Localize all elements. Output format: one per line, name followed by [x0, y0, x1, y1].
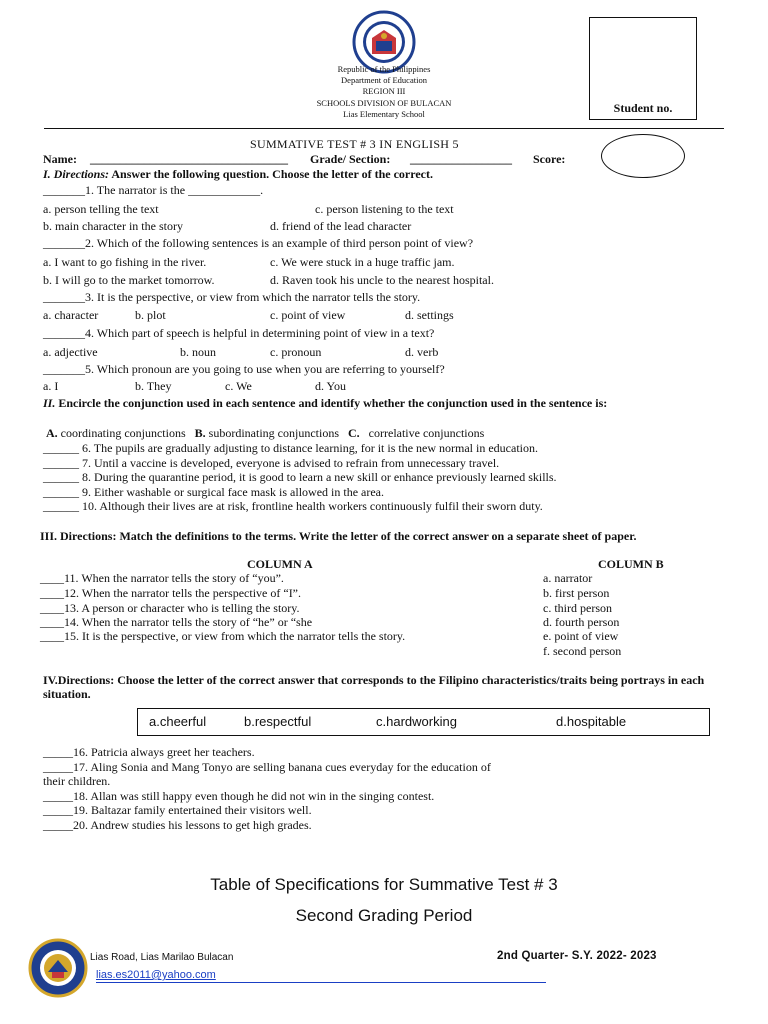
part4-item-continued: their children. — [43, 774, 111, 788]
q5-option-b: b. They — [135, 379, 172, 393]
part1-directions-text: Answer the following question. Choose the letter of the correct. — [111, 167, 433, 181]
column-a-item: ____14. When the narrator tells the story of “he” or “she — [40, 615, 313, 629]
header-line: Lias Elementary School — [343, 109, 425, 119]
q4-stem: _______4. Which part of speech is helpful in determining point of view in a text? — [43, 326, 435, 340]
q3-option-b: b. plot — [135, 308, 166, 322]
part2-directions-text: Encircle the conjunction used in each sentence and identify whether the conjunction used in the sentence is: — [58, 396, 608, 410]
part2-item: ______ 9. Either washable or surgical face mask is allowed in the area. — [43, 485, 384, 499]
part1-directions-label: Directions: — [53, 167, 110, 181]
student-no-label: Student no. — [613, 101, 673, 115]
part4-item: _____18. Allan was still happy even though he did not win in the singing contest. — [43, 789, 435, 803]
part4-directions: IV.Directions: Choose the letter of the correct answer that corresponds to the Filipino characteristics/traits being portrays in each situation. — [43, 673, 705, 701]
q1-option-c: c. person listening to the text — [315, 202, 454, 216]
q1-option-d: d. friend of the lead character — [270, 219, 412, 233]
grade-section-label: Grade/ Section: — [310, 152, 391, 166]
trait-option: b.respectful — [244, 714, 312, 729]
column-a-item: ____12. When the narrator tells the perspective of “I”. — [40, 586, 302, 600]
score-label: Score: — [533, 152, 566, 166]
q2-stem: _______2. Which of the following sentences is an example of third person point of view? — [43, 236, 474, 250]
name-label: Name: — [43, 152, 77, 166]
trait-options-box — [137, 708, 710, 736]
column-b-item: d. fourth person — [543, 615, 620, 629]
tos-subtitle: Second Grading Period — [295, 906, 473, 925]
footer-address: Lias Road, Lias Marilao Bulacan — [90, 952, 234, 963]
choice-text: subordinating conjunctions — [208, 426, 339, 440]
choice-text: coordinating conjunctions — [60, 426, 186, 440]
trait-option: c.hardworking — [376, 714, 457, 729]
trait-option: a.cheerful — [149, 714, 207, 729]
q2-option-a: a. I want to go fishing in the river. — [43, 255, 207, 269]
tos-title: Table of Specifications for Summative Test # 3 — [210, 875, 558, 894]
q5-stem: _______5. Which pronoun are you going to use when you are referring to yourself? — [43, 362, 445, 376]
footer-email-link[interactable]: lias.es2011@yahoo.com — [96, 969, 216, 981]
q4-option-d: d. verb — [405, 345, 439, 359]
q3-stem: _______3. It is the perspective, or view from which the narrator tells the story. — [43, 290, 421, 304]
q2-option-b: b. I will go to the market tomorrow. — [43, 273, 215, 287]
column-b-title: COLUMN B — [598, 557, 664, 571]
q5-option-d: d. You — [315, 379, 347, 393]
choice-letter: B. — [194, 426, 206, 440]
part2-item: ______ 8. During the quarantine period, it is good to learn a new skill or enhance previously learned skills. — [43, 470, 557, 484]
column-a-item: ____15. It is the perspective, or view from which the narrator tells the story. — [40, 629, 406, 643]
q4-option-b: b. noun — [180, 345, 216, 359]
q1-option-a: a. person telling the text — [43, 202, 159, 216]
part4-item: _____20. Andrew studies his lessons to get high grades. — [43, 818, 312, 832]
choice-letter: C. — [348, 426, 360, 440]
header-divider — [44, 128, 724, 129]
q5-option-c: c. We — [225, 379, 252, 393]
footer-quarter: 2nd Quarter- S.Y. 2022- 2023 — [497, 950, 657, 962]
part2-directions — [43, 397, 723, 410]
name-blank: _________________________________ — [90, 152, 288, 166]
q2-option-d: d. Raven took his uncle to the nearest hospital. — [270, 273, 494, 287]
q4-option-c: c. pronoun — [270, 345, 322, 359]
q5-option-a: a. I — [43, 379, 59, 393]
grade-section-blank: _________________ — [410, 152, 512, 166]
part4-item: _____17. Aling Sonia and Mang Tonyo are selling banana cues everyday for the education of — [43, 760, 491, 774]
column-b-item: b. first person — [543, 586, 610, 600]
q2-option-c: c. We were stuck in a huge traffic jam. — [270, 255, 455, 269]
q3-option-c: c. point of view — [270, 308, 346, 322]
test-title: SUMMATIVE TEST # 3 IN ENGLISH 5 — [250, 137, 459, 151]
header-line: Department of Education — [341, 75, 427, 85]
part2-item: ______ 7. Until a vaccine is developed, everyone is advised to refrain from unnecessary travel. — [43, 456, 500, 470]
header-line: SCHOOLS DIVISION OF BULACAN — [316, 98, 452, 108]
school-logo — [28, 938, 88, 998]
column-a-title: COLUMN A — [247, 557, 313, 571]
choice-text: correlative conjunctions — [368, 426, 485, 440]
q4-option-a: a. adjective — [43, 345, 98, 359]
column-b-item: e. point of view — [543, 629, 619, 643]
part2-item: ______ 10. Although their lives are at risk, frontline health workers continuously fulfil their sworn duty. — [43, 499, 543, 513]
q3-option-d: d. settings — [405, 308, 454, 322]
part1-numeral: I. — [43, 167, 51, 181]
q1-option-b: b. main character in the story — [43, 219, 183, 233]
score-oval — [601, 134, 685, 178]
part3-directions: III. Directions: Match the definitions to the terms. Write the letter of the correct answer on a separate sheet of paper. — [40, 529, 637, 543]
q3-option-a: a. character — [43, 308, 99, 322]
column-b-item: c. third person — [543, 601, 612, 615]
column-b-item: f. second person — [543, 644, 622, 658]
header-line: REGION III — [362, 86, 406, 96]
part2-choices — [46, 426, 484, 441]
student-no-box — [589, 17, 697, 120]
choice-letter: A. — [46, 426, 58, 440]
footer-link-underline — [96, 982, 546, 983]
q1-stem: _______1. The narrator is the ____________. — [43, 183, 264, 197]
column-a-item: ____13. A person or character who is telling the story. — [40, 601, 300, 615]
part4-item: _____16. Patricia always greet her teachers. — [43, 745, 255, 759]
part2-numeral: II. — [43, 396, 56, 410]
part2-item: ______ 6. The pupils are gradually adjusting to distance learning, for it is the new normal in education. — [43, 441, 538, 455]
trait-option: d.hospitable — [556, 714, 627, 729]
column-b-item: a. narrator — [543, 571, 593, 585]
column-a-item: ____11. When the narrator tells the story of “you”. — [40, 571, 284, 585]
part4-item: _____19. Baltazar family entertained their visitors well. — [43, 803, 312, 817]
header-line: Republic of the Philippines — [337, 64, 431, 74]
part1-directions — [43, 167, 433, 182]
